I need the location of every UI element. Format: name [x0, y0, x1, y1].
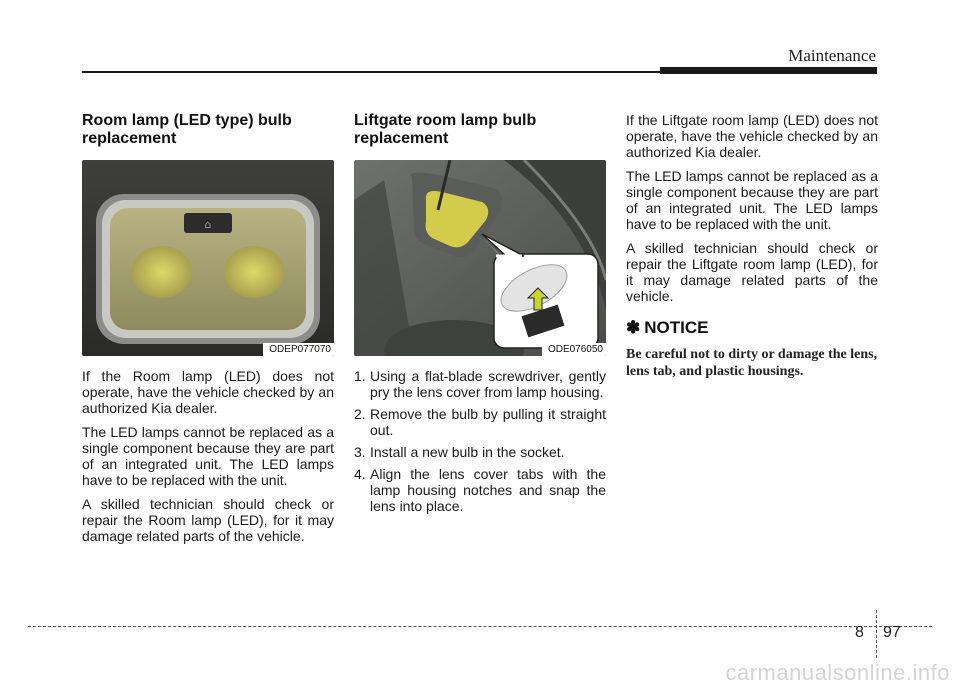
section-heading-room-lamp: Room lamp (LED type) bulb replacement [82, 112, 292, 147]
chapter-number: 8 [855, 624, 864, 641]
paragraph: The LED lamps cannot be replaced as a single component because they are part of an integrated unit. The LED lamps have to be replaced with the unit. [82, 424, 334, 488]
notice-text: Be careful not to dirty or damage the lens, lens tab, and plastic housings. [626, 347, 878, 379]
step-number: 1. [354, 368, 366, 384]
notice-heading [626, 318, 878, 338]
replacement-steps [354, 368, 606, 514]
watermark: carmanualsonline.info [725, 660, 950, 685]
paragraph: If the Liftgate room lamp (LED) does not operate, have the vehicle checked by an authorized Kia dealer. [626, 112, 878, 160]
column-room-lamp [82, 112, 334, 552]
paragraph: A skilled technician should check or repair the Liftgate room lamp (LED), for it may damage related parts of the vehicle. [626, 240, 878, 304]
step-text: Using a flat-blade screwdriver, gently pry the lens cover from lamp housing. [370, 368, 606, 400]
svg-text:⌂: ⌂ [204, 218, 212, 231]
step-text: Remove the bulb by pulling it straight out. [370, 406, 606, 438]
column-liftgate-lamp [354, 112, 606, 520]
figure-code: ODE076050 [542, 343, 606, 356]
footer-rule [28, 626, 932, 627]
liftgate-lamp-illustration [354, 160, 606, 356]
list-item [354, 466, 606, 514]
step-number: 4. [354, 466, 366, 482]
notice-title: NOTICE [644, 318, 709, 337]
liftgate-lamp-photo [354, 160, 606, 356]
running-header-title: Maintenance [788, 46, 876, 65]
header-rule [82, 71, 662, 73]
room-lamp-photo [82, 160, 334, 356]
column-liftgate-info [626, 112, 878, 380]
header-rule-thick [660, 67, 877, 74]
section-heading-liftgate-lamp: Liftgate room lamp bulb replacement [354, 112, 537, 147]
step-number: 3. [354, 444, 366, 460]
paragraph: The LED lamps cannot be replaced as a single component because they are part of an integrated unit. The LED lamps have to be replaced with the unit. [626, 168, 878, 232]
room-lamp-illustration [82, 160, 334, 356]
list-item [354, 368, 606, 400]
list-item [354, 406, 606, 438]
footer-divider [876, 610, 877, 658]
step-number: 2. [354, 406, 366, 422]
paragraph: If the Room lamp (LED) does not operate, have the vehicle checked by an authorized Kia dealer. [82, 368, 334, 416]
paragraph: A skilled technician should check or repair the Room lamp (LED), for it may damage related parts of the vehicle. [82, 496, 334, 544]
figure-code: ODEP077070 [263, 343, 334, 356]
step-text: Align the lens cover tabs with the lamp housing notches and snap the lens into place. [370, 466, 606, 514]
list-item [354, 444, 606, 460]
notice-star-icon: ✽ [626, 318, 641, 337]
step-text: Install a new bulb in the socket. [370, 444, 565, 460]
page-number: 97 [883, 624, 901, 641]
